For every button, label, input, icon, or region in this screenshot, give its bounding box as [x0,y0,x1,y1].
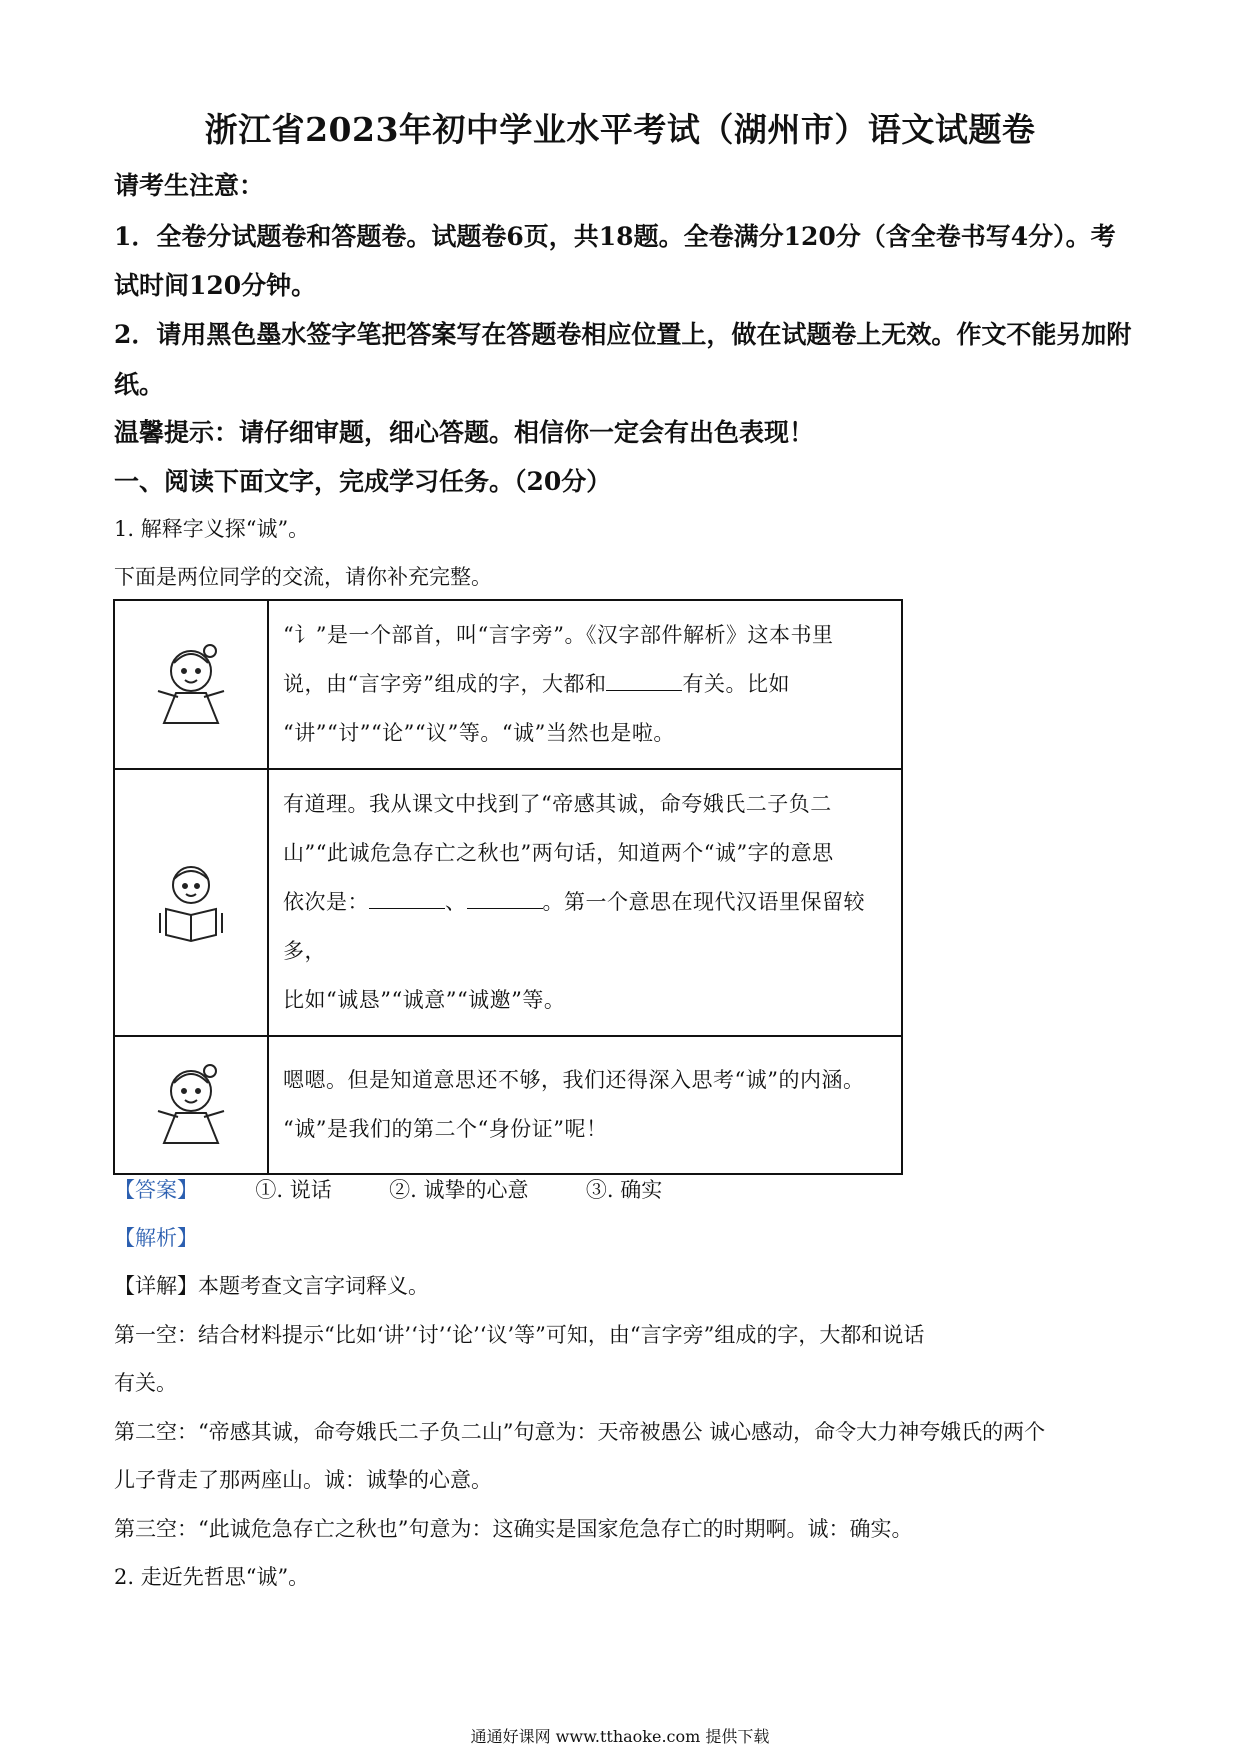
boy-reading-icon [114,769,268,1036]
page-footer: 通通好课网 www.tthaoke.com 提供下载 [470,1727,770,1746]
conversation-row [114,600,902,769]
section1-heading: 一、阅读下面文字，完成学习任务。（20分） [114,467,612,496]
row1-line2-a: 说，由“言字旁”组成的字，大都和 [283,672,607,696]
notice-tip: 温馨提示：请仔细审题，细心答题。相信你一定会有出色表现！ [114,418,815,447]
question1-title: 1. 解释字义探“诚”。 [114,517,310,541]
row2-line3-a: 依次是： [283,890,369,914]
conversation-text-2 [268,769,902,1036]
conversation-text-1 [268,600,902,769]
answer-label: 【答案】 [114,1178,198,1202]
notice-item1-line1: 1．全卷分试题卷和答题卷。试题卷6页，共18题。全卷满分120分（含全卷书写4分）。考 [114,222,1116,251]
row2-line2: 山”“此诚危急存亡之秋也”两句话，知道两个“诚”字的意思 [283,841,834,865]
fill-blank-1[interactable] [606,670,682,691]
row1-line2 [283,660,889,709]
row2-line4: 比如“诚恳”“诚意”“诚邀”等。 [283,988,566,1012]
notice-item2-line2: 纸。 [114,370,165,399]
fill-blank-3[interactable] [467,888,543,909]
analysis-blank1-line1: 第一空：结合材料提示“比如‘讲’‘讨’‘论’‘议’等”可知，由“言字旁”组成的字，大都和说话 [114,1323,925,1347]
analysis-blank3: 第三空：“此诚危急存亡之秋也”句意为：这确实是国家危急存亡的时期啊。诚：确实。 [114,1517,913,1541]
notice-item2-line1: 2．请用黑色墨水签字笔把答案写在答题卷相应位置上，做在试题卷上无效。作文不能另加附 [114,320,1132,349]
row1-line3: “讲”“讨”“论”“议”等。“诚”当然也是啦。 [283,721,675,745]
row3-line2: “诚”是我们的第二个“身份证”呢！ [283,1117,608,1141]
row2-line3 [283,878,889,976]
detail-label: 【详解】 [114,1274,198,1298]
row2-line3-b: 、 [445,890,467,914]
row2-line3-c: 。第一个意思在现代汉语里保留较多， [283,890,865,963]
row1-line2-b: 有关。比如 [682,672,790,696]
conversation-table [113,599,903,1175]
analysis-blank2-line2: 儿子背走了那两座山。诚：诚挚的心意。 [114,1468,492,1492]
fill-blank-2[interactable] [369,888,445,909]
question1-intro: 下面是两位同学的交流，请你补充完整。 [114,565,492,589]
girl-icon [114,1036,268,1174]
conversation-text-3 [268,1036,902,1174]
detail-text: 本题考查文言字词释义。 [198,1274,429,1298]
notice-item1-line2: 试时间120分钟。 [114,271,317,300]
conversation-row [114,769,902,1036]
analysis-label: 【解析】 [114,1226,198,1250]
answer-item-3: ③. 确实 [585,1178,663,1202]
notice-heading: 请考生注意： [114,171,265,200]
answer-item-2: ②. 诚挚的心意 [389,1178,529,1202]
girl-icon [114,600,268,769]
question2-title: 2. 走近先哲思“诚”。 [114,1565,310,1589]
analysis-blank1-line2: 有关。 [114,1371,177,1395]
answer-item-1: ①. 说话 [255,1178,332,1202]
analysis-blank2-line1: 第二空：“帝感其诚，命夸娥氏二子负二山”句意为：天帝被愚公 诚心感动，命令大力神夸娥氏的两个 [114,1420,1046,1444]
row1-line1: “讠”是一个部首，叫“言字旁”。《汉字部件解析》这本书里 [283,623,834,647]
conversation-row [114,1036,902,1174]
answer-row [114,1174,662,1204]
row3-line1: 嗯嗯。但是知道意思还不够，我们还得深入思考“诚”的内涵。 [283,1068,865,1092]
detail-line [114,1270,429,1300]
row2-line1: 有道理。我从课文中找到了“帝感其诚，命夸娥氏二子负二 [283,792,832,816]
page-title: 浙江省2023年初中学业水平考试（湖州市）语文试题卷 [204,110,1036,149]
